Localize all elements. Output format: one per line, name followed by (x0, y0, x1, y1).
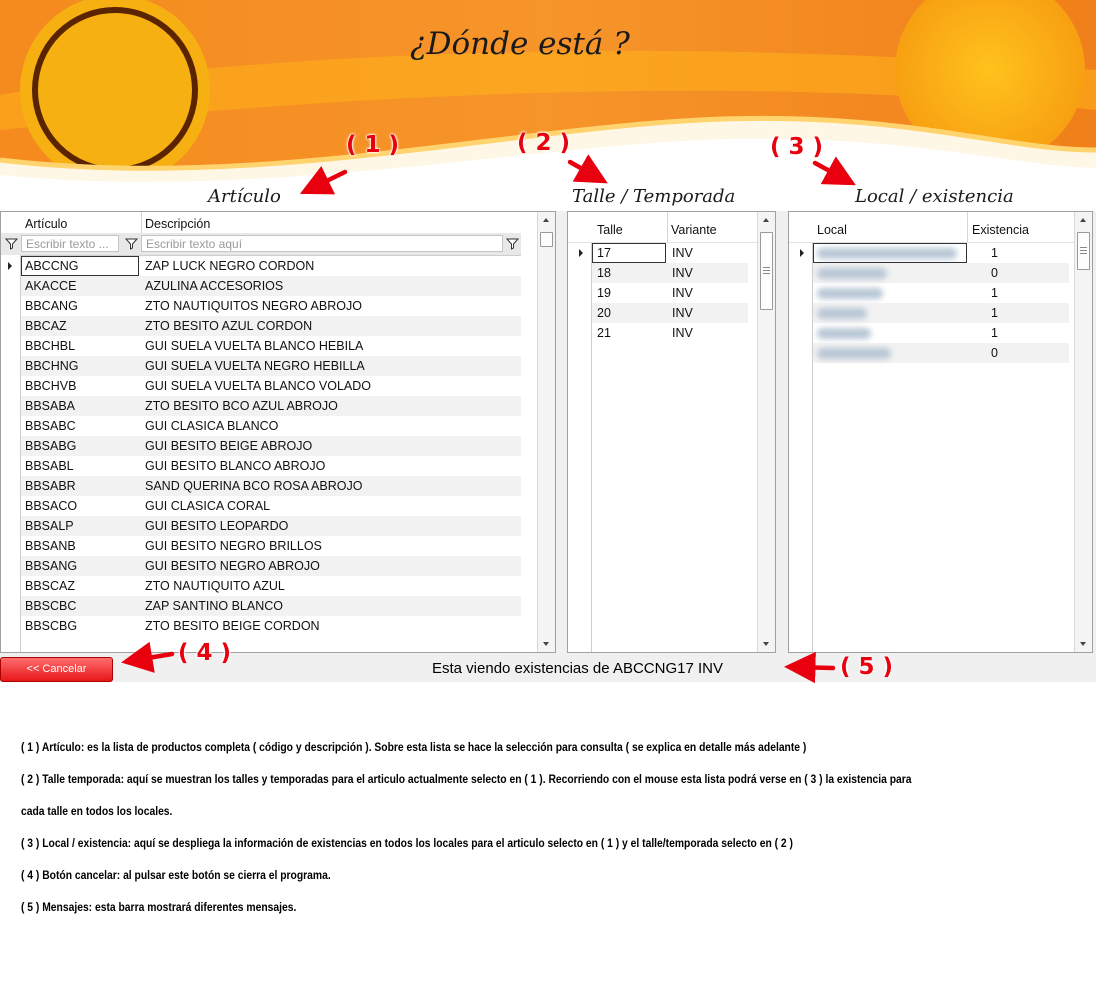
cell-descripcion: AZULINA ACCESORIOS (145, 279, 284, 293)
table-row[interactable] (21, 416, 521, 436)
filter-row (1, 233, 521, 256)
cell-articulo: BBSCAZ (25, 579, 76, 593)
cell-descripcion: GUI BESITO NEGRO ABROJO (145, 559, 320, 573)
locales-grid[interactable] (788, 211, 1093, 653)
cell-local-redacted (817, 328, 871, 339)
cell-descripcion: SAND QUERINA BCO ROSA ABROJO (145, 479, 363, 493)
cell-descripcion: GUI BESITO BLANCO ABROJO (145, 459, 326, 473)
cell-descripcion: GUI BESITO NEGRO BRILLOS (145, 539, 322, 553)
table-row[interactable] (592, 243, 748, 263)
header-articulo[interactable]: Artículo (25, 217, 68, 231)
row-selector-icon (800, 249, 804, 257)
cell-articulo: BBSACO (25, 499, 78, 513)
row-header-column (789, 243, 813, 652)
filter-articulo-input[interactable]: Escribir texto ... (21, 235, 119, 252)
row-header-column (1, 255, 21, 652)
label-articulo: Artículo (208, 186, 281, 207)
table-row[interactable] (21, 496, 521, 516)
cell-descripcion: GUI BESITO LEOPARDO (145, 519, 289, 533)
cell-local-redacted (817, 308, 867, 319)
table-row[interactable] (21, 276, 521, 296)
table-row[interactable] (21, 616, 521, 636)
cell-descripcion: ZTO NAUTIQUITOS NEGRO ABROJO (145, 299, 362, 313)
header-local[interactable]: Local (817, 223, 847, 237)
cell-talle: 19 (597, 286, 611, 300)
cell-articulo: BBSABR (25, 479, 76, 493)
cell-articulo: BBCAZ (25, 319, 67, 333)
articulos-header-row (1, 212, 555, 233)
filter-icon[interactable] (125, 237, 138, 250)
talles-scrollbar[interactable] (757, 212, 775, 652)
scroll-up-icon[interactable] (763, 218, 769, 222)
cell-variante: INV (672, 286, 693, 300)
table-row[interactable] (21, 476, 521, 496)
scroll-up-icon[interactable] (1080, 218, 1086, 222)
cell-articulo: BBCHNG (25, 359, 79, 373)
cell-existencia: 1 (991, 286, 998, 300)
filter-icon[interactable] (506, 237, 519, 250)
cell-descripcion: GUI SUELA VUELTA BLANCO HEBILA (145, 339, 364, 353)
note-3: ( 3 ) Local / existencia: aquí se despliega la información de existencias en todos los locales para el articulo selecto en ( 1 ) y el talle/temporada selecto en ( 2 ) (21, 836, 793, 850)
talles-grid[interactable] (567, 211, 776, 653)
header-talle[interactable]: Talle (597, 223, 623, 237)
table-row[interactable] (21, 296, 521, 316)
cancel-button[interactable]: << Cancelar (0, 657, 113, 682)
cell-articulo: BBSANG (25, 559, 78, 573)
table-row[interactable] (813, 283, 1069, 303)
cell-articulo: BBSABC (25, 419, 76, 433)
row-selector-icon (8, 262, 12, 270)
label-talle-temporada: Talle / Temporada (572, 186, 736, 207)
header-existencia[interactable]: Existencia (972, 223, 1029, 237)
cell-articulo: BBCANG (25, 299, 78, 313)
table-row[interactable] (21, 376, 521, 396)
cell-variante: INV (672, 246, 693, 260)
filter-icon[interactable] (5, 237, 18, 250)
cell-descripcion: GUI CLASICA CORAL (145, 499, 271, 513)
cell-descripcion: ZTO BESITO AZUL CORDON (145, 319, 313, 333)
scroll-down-icon[interactable] (763, 642, 769, 646)
cell-descripcion: ZTO BESITO BEIGE CORDON (145, 619, 320, 633)
selected-cell-focus (592, 243, 666, 263)
cell-articulo: BBSANB (25, 539, 76, 553)
annotation-3: ( 3 ) (770, 134, 824, 160)
cell-articulo: BBSABL (25, 459, 74, 473)
selected-cell-focus (813, 243, 967, 263)
table-row[interactable] (813, 303, 1069, 323)
cell-descripcion: GUI SUELA VUELTA NEGRO HEBILLA (145, 359, 365, 373)
locales-scrollbar[interactable] (1074, 212, 1092, 652)
annotation-5: ( 5 ) (840, 654, 894, 680)
cell-descripcion: ZAP LUCK NEGRO CORDON (145, 259, 315, 273)
cell-talle: 18 (597, 266, 611, 280)
note-1: ( 1 ) Artículo: es la lista de productos completa ( código y descripción ). Sobre esta lista se hace la selección para consulta ( se explica en detalle más adelante ) (21, 740, 807, 754)
note-5: ( 5 ) Mensajes: esta barra mostrará diferentes mensajes. (21, 900, 297, 914)
cell-articulo: BBSABA (25, 399, 76, 413)
cell-articulo: ABCCNG (25, 259, 79, 273)
table-row[interactable] (813, 263, 1069, 283)
annotation-1: ( 1 ) (346, 132, 400, 158)
table-row[interactable] (592, 323, 748, 343)
filter-descripcion-input[interactable]: Escribir texto aquí (141, 235, 503, 252)
annotation-2: ( 2 ) (517, 130, 571, 156)
cell-articulo: BBSCBC (25, 599, 77, 613)
cell-articulo: BBCHBL (25, 339, 76, 353)
table-row[interactable] (21, 396, 521, 416)
cell-articulo: BBSALP (25, 519, 74, 533)
cell-local-redacted (817, 348, 891, 359)
note-2: ( 2 ) Talle temporada: aquí se muestran los talles y temporadas para el articulo actualmente selecto en ( 1 ). Recorriendo con el mouse esta lista podrá verse en ( 3 ) la existencia para cada talle en todos los locales. (21, 772, 912, 818)
cell-existencia: 0 (991, 346, 998, 360)
table-row[interactable] (21, 256, 521, 276)
cell-local-redacted (817, 288, 883, 299)
row-selector-icon (579, 249, 583, 257)
scroll-thumb[interactable] (540, 232, 553, 247)
explanation-notes (21, 731, 928, 923)
cell-local-redacted (817, 268, 887, 279)
cell-talle: 17 (597, 246, 611, 260)
table-row[interactable] (592, 283, 748, 303)
locales-header-row (789, 212, 1092, 243)
cell-talle: 21 (597, 326, 611, 340)
scroll-thumb[interactable] (760, 232, 773, 310)
cell-articulo: BBSCBG (25, 619, 78, 633)
cell-descripcion: ZTO BESITO BCO AZUL ABROJO (145, 399, 338, 413)
header-variante[interactable]: Variante (671, 223, 717, 237)
table-row[interactable] (592, 263, 748, 283)
table-row[interactable] (592, 303, 748, 323)
table-row[interactable] (21, 556, 521, 576)
table-row[interactable] (813, 343, 1069, 363)
cell-descripcion: ZTO NAUTIQUITO AZUL (145, 579, 285, 593)
scroll-thumb[interactable] (1077, 232, 1090, 270)
scroll-up-icon[interactable] (543, 218, 549, 222)
row-header-column (568, 243, 592, 652)
cell-descripcion: ZAP SANTINO BLANCO (145, 599, 283, 613)
cell-existencia: 0 (991, 266, 998, 280)
cell-variante: INV (672, 266, 693, 280)
header-descripcion[interactable]: Descripción (145, 217, 211, 231)
cell-descripcion: GUI BESITO BEIGE ABROJO (145, 439, 313, 453)
table-row[interactable] (21, 436, 521, 456)
app-title: ¿Dónde está ? (410, 26, 630, 62)
cell-articulo: BBCHVB (25, 379, 77, 393)
cell-descripcion: GUI SUELA VUELTA BLANCO VOLADO (145, 379, 372, 393)
table-row[interactable] (21, 316, 521, 336)
table-row[interactable] (21, 456, 521, 476)
table-row[interactable] (21, 336, 521, 356)
table-row[interactable] (813, 243, 1069, 263)
table-row[interactable] (21, 356, 521, 376)
table-row[interactable] (21, 536, 521, 556)
table-row[interactable] (813, 323, 1069, 343)
articulos-grid[interactable] (0, 211, 556, 653)
cell-variante: INV (672, 306, 693, 320)
cell-existencia: 1 (991, 306, 998, 320)
scroll-down-icon[interactable] (1080, 642, 1086, 646)
cell-variante: INV (672, 326, 693, 340)
table-row[interactable] (21, 596, 521, 616)
table-row[interactable] (21, 516, 521, 536)
articulos-scrollbar[interactable] (537, 212, 555, 652)
table-row[interactable] (21, 576, 521, 596)
cell-existencia: 1 (991, 326, 998, 340)
cell-talle: 20 (597, 306, 611, 320)
talles-header-row (568, 212, 775, 243)
scroll-down-icon[interactable] (543, 642, 549, 646)
cell-descripcion: GUI CLASICA BLANCO (145, 419, 279, 433)
cell-articulo: AKACCE (25, 279, 77, 293)
label-local-existencia: Local / existencia (855, 186, 1014, 207)
selected-cell-focus (21, 256, 139, 276)
cell-existencia: 1 (991, 246, 998, 260)
note-4: ( 4 ) Botón cancelar: al pulsar este botón se cierra el programa. (21, 868, 331, 882)
annotation-4: ( 4 ) (178, 640, 232, 666)
status-message: Esta viendo existencias de ABCCNG17 INV (432, 660, 723, 677)
cell-articulo: BBSABG (25, 439, 77, 453)
